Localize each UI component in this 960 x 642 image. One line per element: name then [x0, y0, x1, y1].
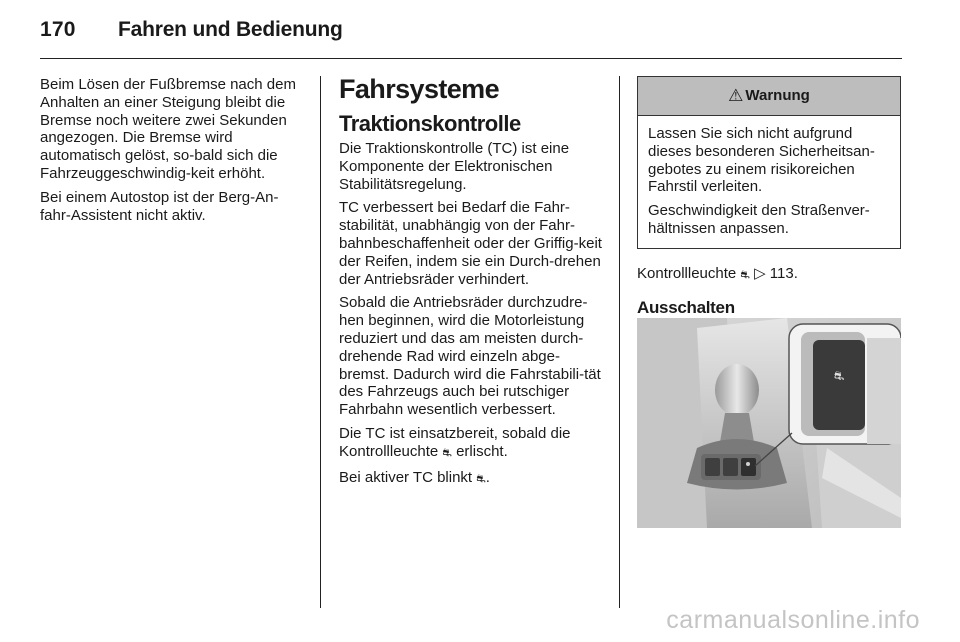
- column-right: [637, 76, 901, 316]
- warning-header: [638, 77, 900, 116]
- watermark: carmanualsonline.info: [666, 606, 920, 634]
- paragraph-text: erlischt.: [451, 442, 508, 460]
- warning-text: Geschwindigkeit den Straßenver-hältnissen anpassen.: [648, 202, 870, 237]
- subsection-heading: Ausschalten: [637, 297, 735, 317]
- warning-body: [638, 116, 900, 248]
- page-reference-arrow-icon: ▷: [754, 264, 766, 282]
- warning-triangle-icon: ⚠: [728, 86, 744, 106]
- paragraph-text: Bei aktiver TC blinkt: [339, 468, 473, 486]
- column-divider: [619, 76, 620, 608]
- paragraph-text: .: [485, 468, 490, 486]
- paragraph: Die Traktionskontrolle (TC) ist eine Komponente der Elektronischen Stabilitätsregelung.: [339, 140, 570, 193]
- warning-title: Warnung: [745, 87, 810, 105]
- reference-page-link[interactable]: 113: [769, 264, 794, 282]
- paragraph: [339, 425, 605, 463]
- tc-warning-light-icon: ⛐: [740, 268, 750, 281]
- reference-label: Kontrollleuchte: [637, 264, 737, 282]
- chapter-title: Fahrsysteme: [339, 74, 499, 104]
- page-number: 170: [40, 18, 76, 41]
- column-left: [40, 76, 302, 230]
- warning-box: [637, 76, 901, 249]
- column-middle: [339, 72, 605, 494]
- svg-text:⛐: ⛐: [833, 369, 845, 383]
- paragraph: [339, 469, 605, 489]
- paragraph: TC verbessert bei Bedarf die Fahr-stabilität, unabhängig von der Fahr-bahnbeschaffenheit oder der Griffig-keit der Reifen, indem sie ein Durch-drehen der Antriebsräder verhindert.: [339, 199, 602, 288]
- warning-text: Lassen Sie sich nicht aufgrund dieses besonderen Sicherheitsan-gebotes zu einem risikoreichen Fahrstil verleiten.: [648, 125, 875, 196]
- header-rule: [40, 58, 902, 59]
- reference-end: .: [793, 264, 798, 282]
- column-divider: [320, 76, 321, 608]
- paragraph-text: Die TC ist einsatzbereit, sobald die Kontrollleuchte: [339, 424, 571, 460]
- section-title: Fahren und Bedienung: [118, 18, 343, 41]
- page-reference: [637, 265, 901, 285]
- section-heading: Traktionskontrolle: [339, 111, 521, 136]
- tc-warning-light-icon: ⛐: [476, 472, 486, 485]
- paragraph: Beim Lösen der Fußbremse nach dem Anhalten an einer Steigung bleibt die Bremse noch weitere zwei Sekunden angezogen. Die Bremse wird automatisch gelöst, so-bald sich die Fahrzeuggeschwindig-keit erhöht.: [40, 76, 296, 182]
- paragraph: Bei einem Autostop ist der Berg-An-fahr-Assistent nicht aktiv.: [40, 188, 279, 224]
- paragraph: Sobald die Antriebsräder durchzudre-hen beginnen, wird die Motorleistung reduziert und das am meisten durch-drehende Rad wird einzeln abge-bremst. Dadurch wird die Fahrstabili-tät des Fahrzeugs auch bei rutschiger Fahrbahn wesentlich verbessert.: [339, 294, 601, 419]
- tc-warning-light-icon: ⛐: [442, 446, 452, 459]
- tc-switch-photo: [637, 318, 901, 528]
